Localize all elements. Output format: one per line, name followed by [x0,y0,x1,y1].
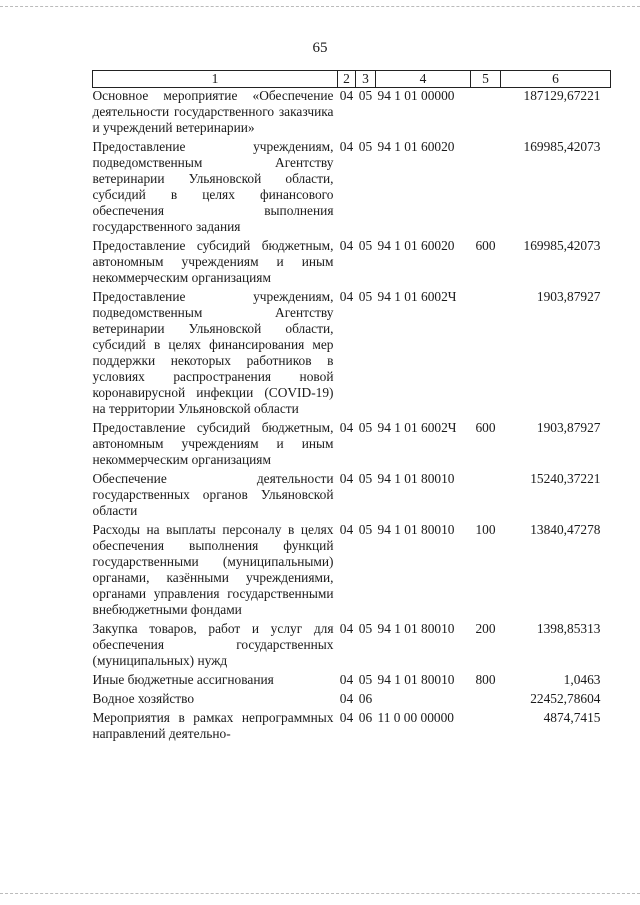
table-row [93,672,611,691]
row-target-article: 11 0 00 00000 [377,710,454,725]
row-expense-type: 800 [475,672,496,687]
scan-edge-top [0,6,640,7]
row-section: 04 [339,621,354,636]
row-target-article: 94 1 01 6002Ч [377,420,457,435]
row-target-article: 94 1 01 60020 [377,139,455,154]
row-section: 04 [339,238,354,253]
row-amount: 169985,42073 [523,238,601,253]
row-name: Закупка товаров, работ и услуг для обеспечения государственных (муниципальных) нужд [92,621,334,668]
row-subsection: 05 [358,139,373,154]
row-subsection: 06 [358,691,373,706]
row-section: 04 [339,139,354,154]
row-amount: 1398,85313 [536,621,601,636]
row-amount: 1903,87927 [536,420,601,435]
row-subsection: 05 [358,420,373,435]
row-section: 04 [339,672,354,687]
table-row [93,88,611,140]
row-subsection: 05 [358,88,373,103]
row-section: 04 [339,289,354,304]
scan-edge-bottom [0,893,640,894]
table-row [93,621,611,672]
row-section: 04 [339,691,354,706]
table-row [93,691,611,710]
row-name: Предоставление учреждениям, подведомственным Агентству ветеринарии Ульяновской области, субсидий в целях финансирования мер поддержки некоторых работников в условиях распространения новой коронавирусной инфекции (COVID-19) на территории Ульяновской области [92,289,334,416]
row-subsection: 05 [358,238,373,253]
row-amount: 1,0463 [563,672,601,687]
row-expense-type [471,289,501,420]
row-expense-type: 600 [475,420,496,435]
table-row [93,289,611,420]
table-row [93,420,611,471]
row-name: Иные бюджетные ассигнования [92,672,274,687]
row-subsection: 05 [358,672,373,687]
row-name: Предоставление учреждениям, подведомственным Агентству ветеринарии Ульяновской области, субсидий в целях финансового обеспечения выполнения государственного задания [92,139,334,234]
row-amount: 13840,47278 [530,522,601,537]
table-header-row [93,71,611,88]
row-amount: 15240,37221 [530,471,601,486]
row-target-article: 94 1 01 80010 [377,522,455,537]
row-name: Обеспечение деятельности государственных органов Ульяновской области [92,471,334,518]
row-name: Водное хозяйство [92,691,195,706]
row-amount: 1903,87927 [536,289,601,304]
row-target-article [376,691,471,710]
column-header: 5 [471,71,501,88]
column-header: 6 [501,71,611,88]
column-header: 1 [93,71,338,88]
table-row [93,471,611,522]
row-expense-type [471,88,501,140]
row-subsection: 05 [358,522,373,537]
column-header: 2 [338,71,356,88]
row-subsection: 05 [358,621,373,636]
row-section: 04 [339,420,354,435]
row-subsection: 05 [358,289,373,304]
row-expense-type [471,691,501,710]
row-section: 04 [339,522,354,537]
column-header: 3 [356,71,376,88]
row-target-article: 94 1 01 80010 [377,621,455,636]
row-section: 04 [339,710,354,725]
row-expense-type [471,710,501,745]
row-expense-type [471,471,501,522]
table-row [93,710,611,745]
page-number: 65 [312,40,328,56]
row-name: Расходы на выплаты персоналу в целях обеспечения выполнения функций государственными (муниципальными) органами, казёнными учреждениями, органами управления государственными внебюджетными фондами [92,522,334,617]
row-name: Предоставление субсидий бюджетным, автономным учреждениям и иным некоммерческим организациям [92,420,334,467]
table-row [93,238,611,289]
row-target-article: 94 1 01 6002Ч [377,289,457,304]
row-amount: 187129,67221 [523,88,601,103]
column-header: 4 [376,71,471,88]
row-name: Предоставление субсидий бюджетным, автономным учреждениям и иным некоммерческим организациям [92,238,334,285]
row-expense-type: 100 [475,522,496,537]
row-amount: 22452,78604 [530,691,601,706]
row-amount: 169985,42073 [523,139,601,154]
row-target-article: 94 1 01 60020 [377,238,455,253]
table-row [93,139,611,238]
row-section: 04 [339,88,354,103]
row-name: Основное мероприятие «Обеспечение деятельности государственного заказчика и учреждений ветеринарии» [92,88,334,135]
row-expense-type: 600 [475,238,496,253]
row-name: Мероприятия в рамках непрограммных направлений деятельно- [92,710,334,741]
row-target-article: 94 1 01 80010 [377,471,455,486]
row-subsection: 06 [358,710,373,725]
row-target-article: 94 1 01 80010 [377,672,455,687]
row-subsection: 05 [358,471,373,486]
row-amount: 4874,7415 [543,710,601,725]
table-row [93,522,611,621]
row-section: 04 [339,471,354,486]
row-expense-type: 200 [475,621,496,636]
row-expense-type [471,139,501,238]
budget-table [92,70,611,745]
row-target-article: 94 1 01 00000 [377,88,455,103]
